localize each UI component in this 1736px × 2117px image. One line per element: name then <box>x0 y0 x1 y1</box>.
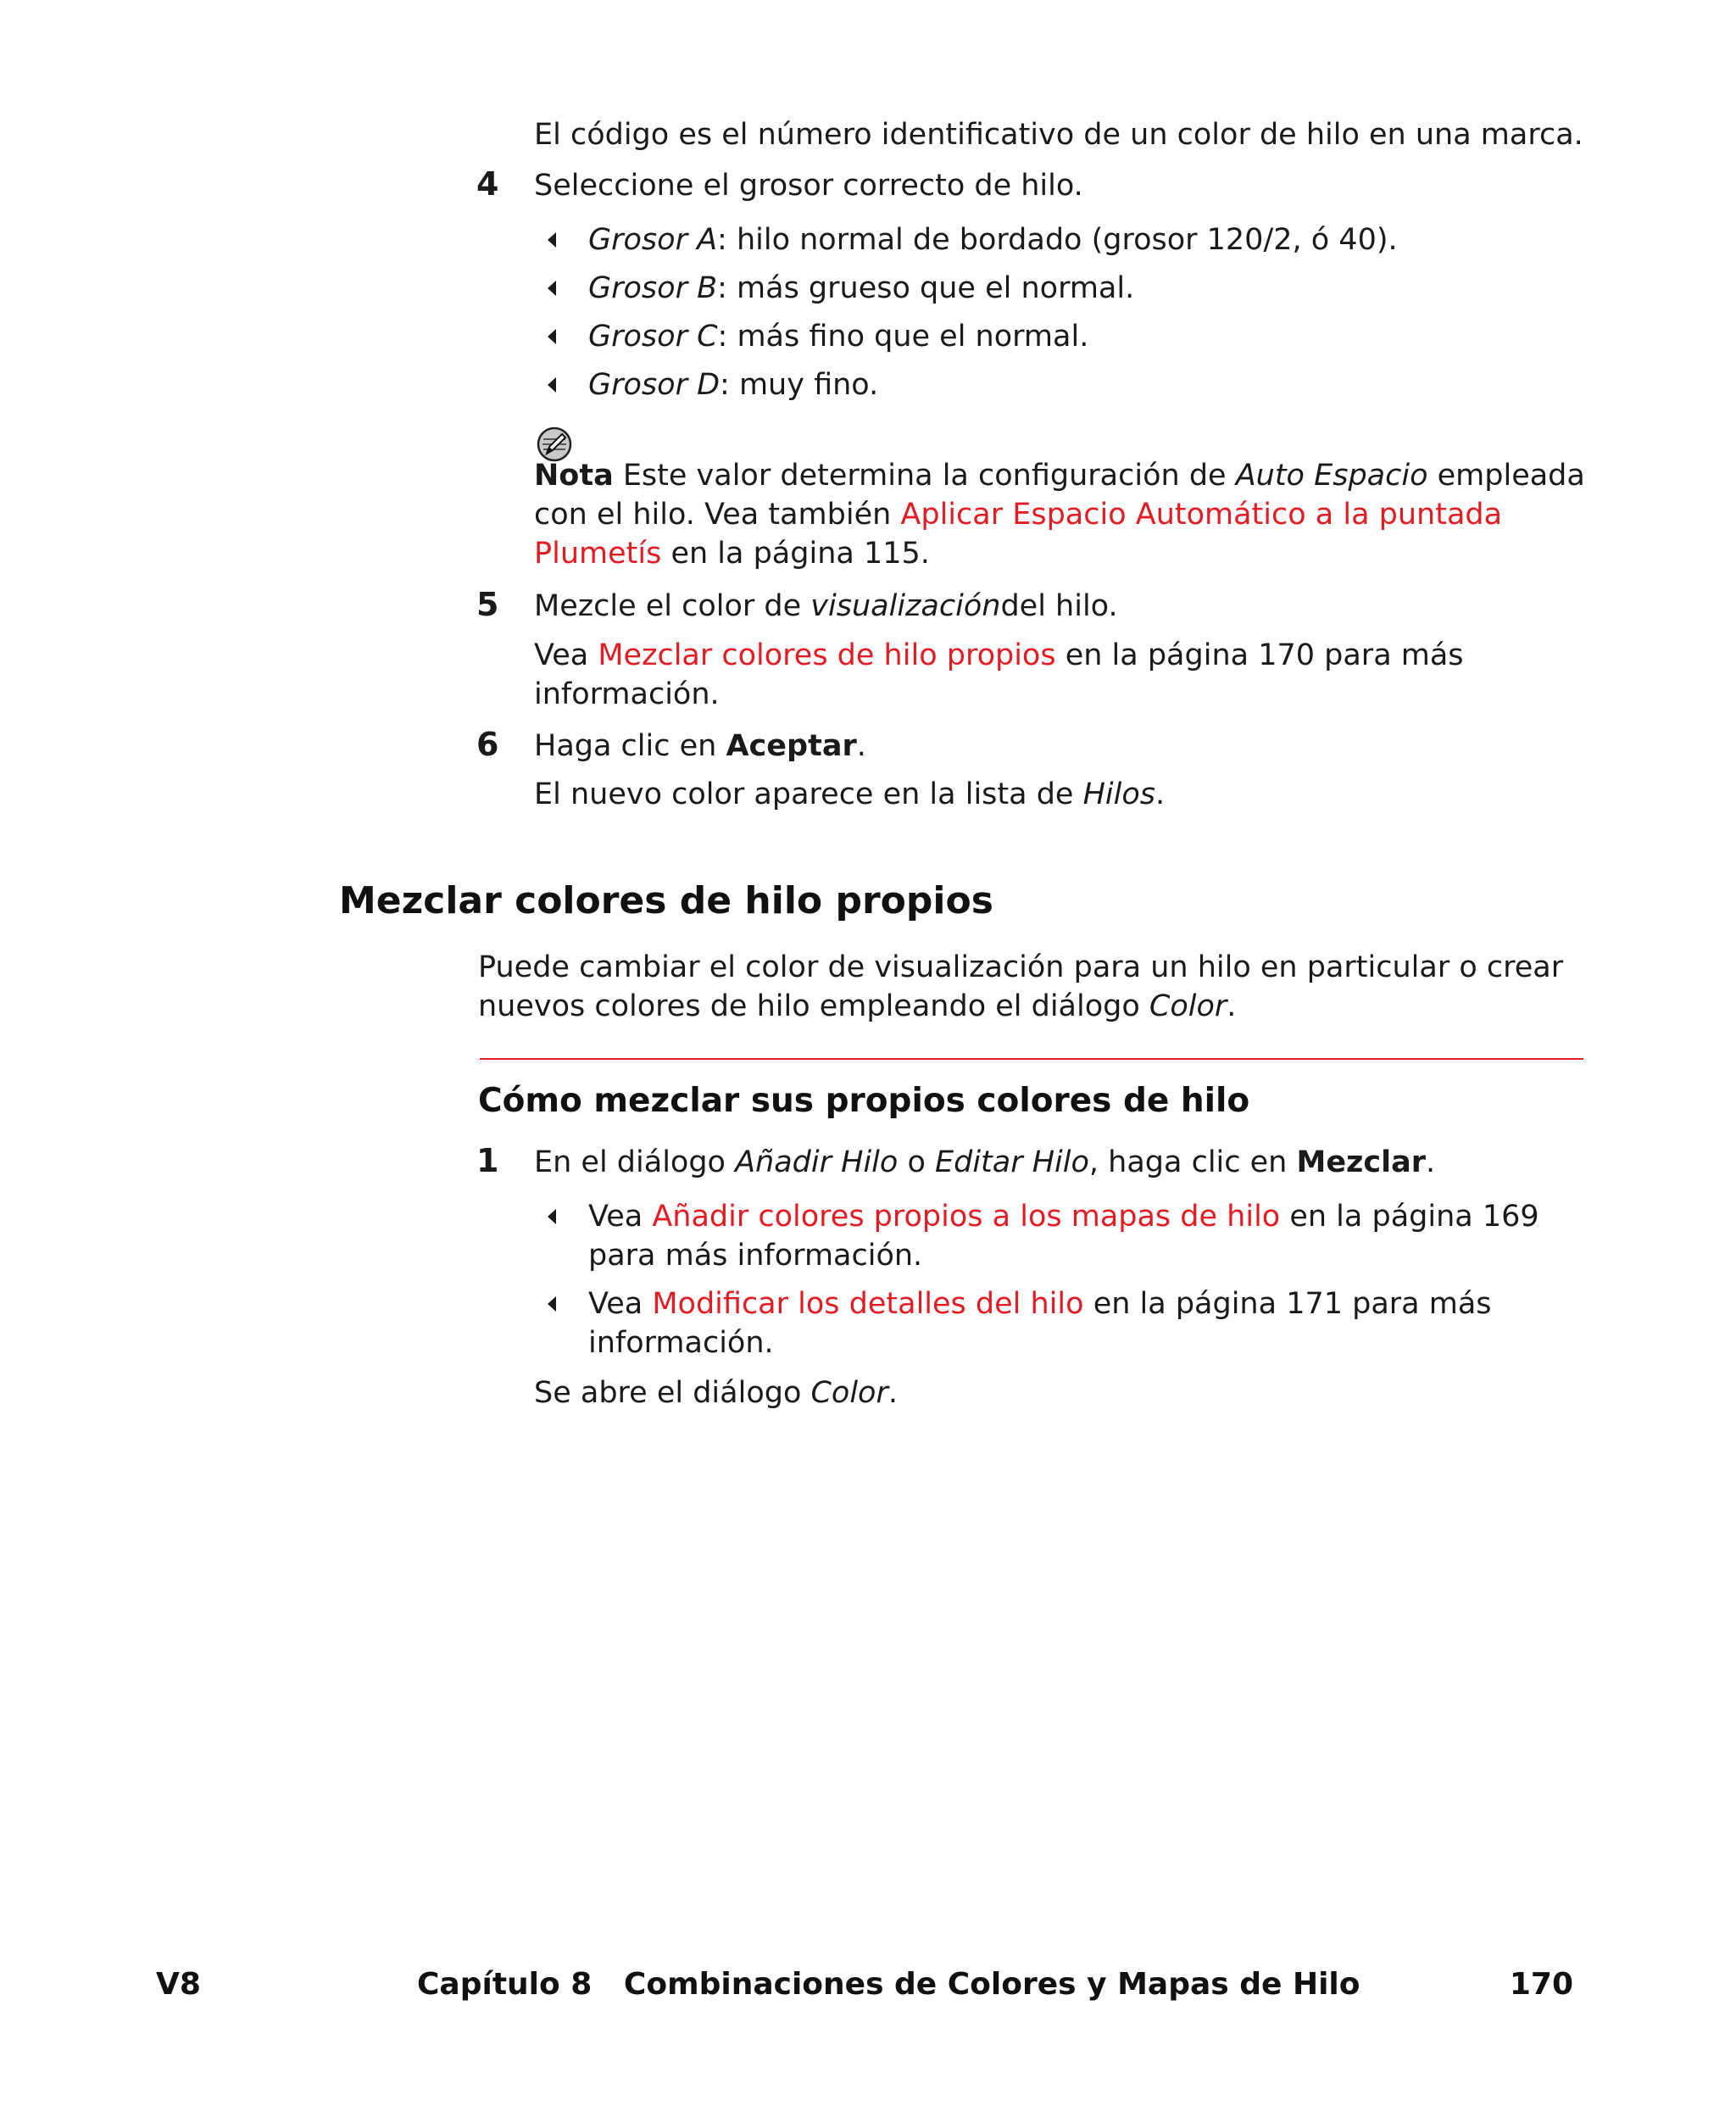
step-5-text-part: del hilo. <box>1000 589 1118 623</box>
step-5-link[interactable]: Mezclar colores de hilo propios <box>598 638 1056 672</box>
bullet-arrow-icon <box>542 278 561 298</box>
section-paragraph <box>478 948 1585 1026</box>
intro-text: El código es el número identificativo de un color de hilo en una marca. <box>534 118 1583 152</box>
step-6-subtext <box>534 775 1585 814</box>
thread-weight-desc: : más grueso que el normal. <box>717 271 1135 305</box>
thread-weight-item <box>588 220 1589 259</box>
bullet-part: en la página 171 para más información. <box>588 1287 1492 1360</box>
thread-weight-desc: : muy fino. <box>720 368 879 402</box>
step-6-sub-part: El nuevo color aparece en la lista de <box>534 777 1083 811</box>
step-number-1: 1 <box>476 1142 499 1179</box>
procedure-bullet <box>588 1284 1589 1362</box>
section-heading <box>339 877 1585 925</box>
procedure-heading <box>478 1080 1585 1123</box>
bullet-arrow-icon <box>542 326 561 347</box>
step-6-text-part: . <box>856 729 866 763</box>
footer-page-number: 170 <box>1509 1967 1573 2002</box>
result-part: Se abre el diálogo <box>534 1376 811 1410</box>
thread-weight-item <box>588 365 1589 404</box>
section-para-part: . <box>1227 989 1237 1023</box>
bullet-part: Vea <box>588 1200 653 1234</box>
dialog-name-italic: Editar Hilo <box>934 1145 1089 1179</box>
result-italic: Color <box>810 1376 888 1410</box>
section-divider <box>480 1058 1583 1060</box>
step-1-bold: Mezclar <box>1296 1145 1427 1179</box>
bullet-link[interactable]: Añadir colores propios a los mapas de hilo <box>652 1200 1281 1234</box>
footer-version: V8 <box>156 1967 201 2002</box>
step-5-subtext <box>534 636 1585 714</box>
section-para-italic: Color <box>1149 989 1227 1023</box>
bullet-arrow-icon <box>542 1206 561 1227</box>
step-4-text: Seleccione el grosor correcto de hilo. <box>534 169 1083 203</box>
thread-weight-term: Grosor C <box>588 320 718 354</box>
dialog-name-italic: Añadir Hilo <box>735 1145 899 1179</box>
thread-weight-desc: : más fino que el normal. <box>717 320 1089 354</box>
bullet-arrow-icon <box>542 1294 561 1314</box>
step-5-sub-part: Vea <box>534 638 598 672</box>
procedure-bullet <box>588 1197 1589 1275</box>
thread-weight-term: Grosor A <box>588 223 718 257</box>
thread-weight-item <box>588 317 1589 356</box>
note-text: Este valor determina la configuración de <box>613 459 1236 493</box>
bullet-link[interactable]: Modificar los detalles del hilo <box>652 1287 1084 1321</box>
step-number-4: 4 <box>476 165 499 203</box>
bullet-part: en la página 169 para más información. <box>588 1200 1539 1273</box>
note-text: empleada con el hilo. Vea también <box>534 459 1585 532</box>
note-link[interactable]: Aplicar Espacio Automático a la puntada Plumetís <box>534 498 1503 571</box>
bullet-part: Vea <box>588 1287 653 1321</box>
step-number-5: 5 <box>476 586 499 623</box>
note-label: Nota <box>534 459 614 493</box>
note-italic-term: Auto Espacio <box>1235 459 1428 493</box>
footer-chapter: Capítulo 8 Combinaciones de Colores y Mapas de Hilo <box>417 1967 1360 2002</box>
step-number-6: 6 <box>476 726 499 763</box>
step-1-part: En el diálogo <box>534 1145 736 1179</box>
note-text: en la página 115. <box>661 537 930 571</box>
step-6-text-part: Haga clic en <box>534 729 726 763</box>
procedure-title: Cómo mezclar sus propios colores de hilo <box>478 1082 1250 1120</box>
section-title: Mezclar colores de hilo propios <box>339 879 993 922</box>
step-6-text <box>534 727 1585 766</box>
thread-weight-term: Grosor B <box>588 271 718 305</box>
step-5-sub-part: en la página 170 para más información. <box>534 638 1464 711</box>
section-para-part: Puede cambiar el color de visualización para un hilo en particular o crear nuevos colores de hilo empleando el diálogo <box>478 950 1564 1023</box>
step-5-text <box>534 587 1585 626</box>
result-part: . <box>887 1376 899 1410</box>
step-5-italic: visualización <box>810 589 1001 623</box>
bullet-arrow-icon <box>542 230 561 250</box>
step-5-text-part: Mezcle el color de <box>534 589 811 623</box>
step-6-italic: Hilos <box>1082 777 1156 811</box>
thread-weight-desc: : hilo normal de bordado (grosor 120/2, ó 40). <box>717 223 1398 257</box>
thread-weight-item <box>588 269 1589 308</box>
step-1-part: . <box>1426 1145 1436 1179</box>
step-6-sub-part: . <box>1155 777 1166 811</box>
note-block <box>534 456 1585 573</box>
step-1-part: , haga clic en <box>1088 1145 1297 1179</box>
step-1-part: o <box>898 1145 935 1179</box>
thread-weight-term: Grosor D <box>588 368 721 402</box>
bullet-arrow-icon <box>542 375 561 395</box>
step-6-bold: Aceptar <box>726 729 857 763</box>
procedure-step-1-text <box>534 1143 1585 1182</box>
procedure-result <box>534 1373 1585 1412</box>
